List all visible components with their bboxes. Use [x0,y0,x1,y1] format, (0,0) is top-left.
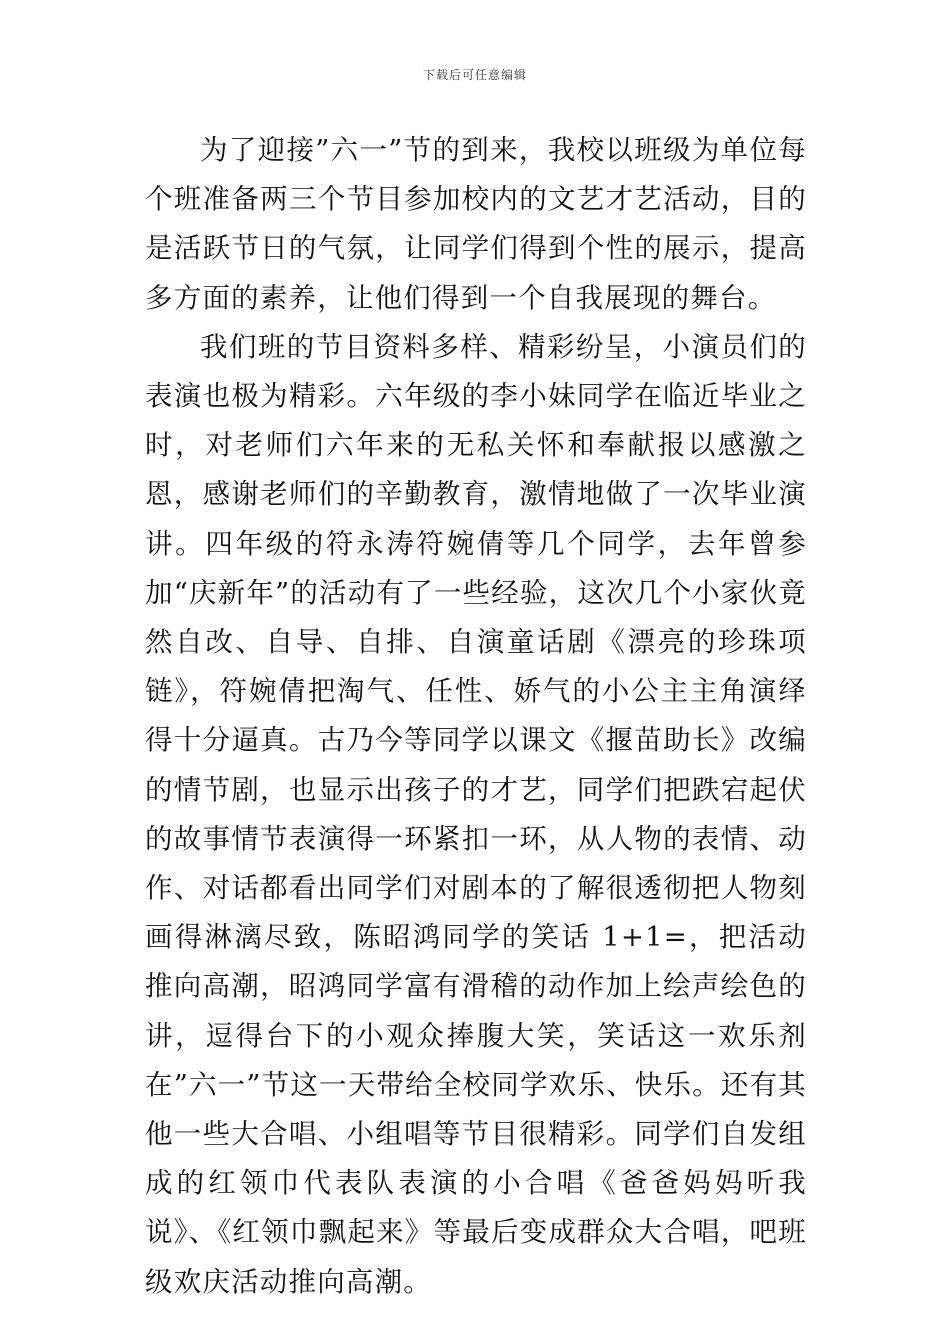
paragraph-intro: 为了迎接”六一”节的到来，我校以班级为单位每个班准备两三个节目参加校内的文艺才艺活动，目的是活跃节日的气氛，让同学们得到个性的展示，提高多方面的素养，让他们得到一个自我展现的舞台。 [145,134,807,314]
header-note: 下载后可任意编辑 [422,68,527,82]
document-body [145,126,807,1307]
paragraph-performances: 我们班的节目资料多样、精彩纷呈，小演员们的表演也极为精彩。六年级的李小妹同学在临近毕业之时，对老师们六年来的无私关怀和奉献报以感激之恩，感谢老师们的辛勤教育，激情地做了一次毕业演讲。四年级的符永涛符婉倩等几个同学，去年曾参加“庆新年”的活动有了一些经验，这次几个小家伙竟然自改、自导、自排、自演童话剧《漂亮的珍珠项链》，符婉倩把淘气、任性、娇气的小公主主角演绎得十分逼真。古乃今等同学以课文《揠苗助长》改编的情节剧，也显示出孩子的才艺，同学们把跌宕起伏的故事情节表演得一环紧扣一环，从人物的表情、动作、对话都看出同学们对剧本的了解很透彻把人物刻画得淋漓尽致，陈昭鸿同学的笑话 1+1=，把活动推向高潮，昭鸿同学富有滑稽的动作加上绘声绘色的讲，逗得台下的小观众捧腹大笑，笑话这一欢乐剂在”六一”节这一天带给全校同学欢乐、快乐。还有其他一些大合唱、小组唱等节目很精彩。同学们自发组成的红领巾代表队表演的小合唱《爸爸妈妈听我说》、《红领巾飘起来》等最后变成群众大合唱，吧班级欢庆活动推向高潮。 [145,330,807,1298]
